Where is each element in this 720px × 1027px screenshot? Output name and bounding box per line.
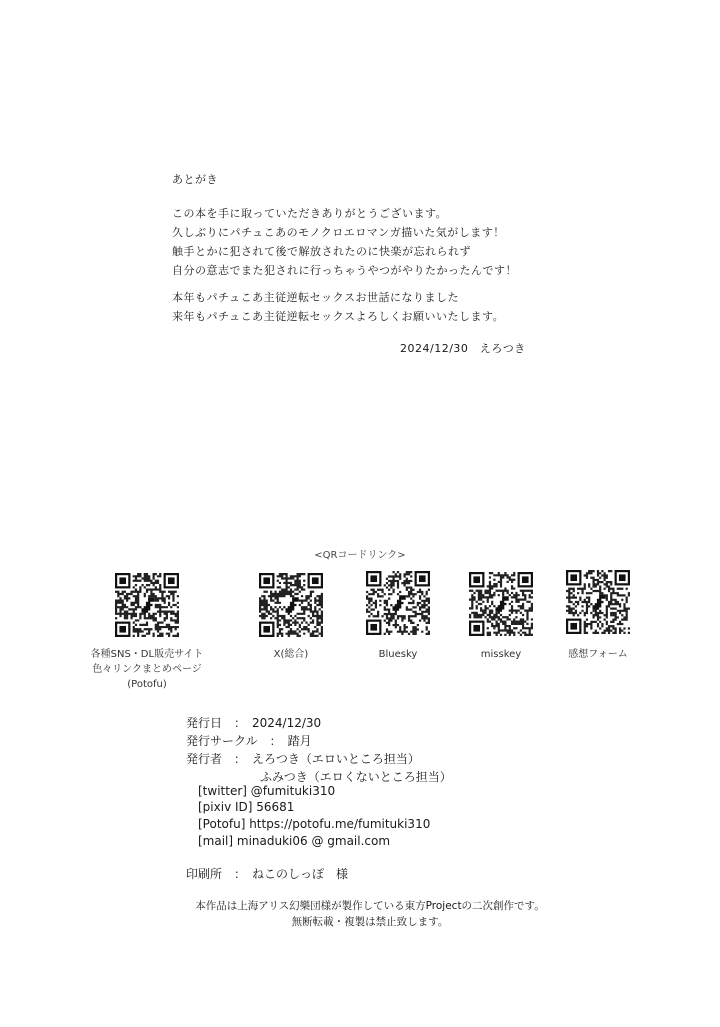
- potofu-link[interactable]: [Potofu] https://potofu.me/fumituki310: [198, 817, 431, 831]
- issue-date: 発行日 ： 2024/12/30: [186, 716, 322, 730]
- qr-label-feedback-form: [533, 647, 663, 662]
- publisher-2: ふみつき（エロくないところ担当）: [260, 770, 452, 784]
- afterword-line: 触手とかに犯されて後で解放されたのに快楽が忘れられず: [172, 245, 471, 258]
- qr-finder-center: [312, 577, 319, 584]
- circle-name: 発行サークル ： 踏月: [186, 734, 312, 748]
- qr-pattern: [115, 573, 179, 637]
- qr-finder-center: [473, 625, 480, 632]
- afterword-line: 来年もパチュこあ主従逆転セックスよろしくお願いいたします。: [172, 310, 505, 323]
- qr-label-line: 感想フォーム: [568, 649, 628, 660]
- afterword-line: この本を手に取っていただきありがとうございます。: [172, 207, 448, 220]
- qr-finder-center: [263, 626, 270, 633]
- qr-label-potofu: [82, 647, 212, 692]
- qr-finder-center: [473, 576, 480, 583]
- qr-label-line: 色々リンクまとめページ: [92, 664, 202, 675]
- qr-finder-center: [619, 574, 626, 581]
- printer: 印刷所 ： ねこのしっぽ 様: [186, 867, 349, 881]
- qr-pattern: [469, 572, 533, 636]
- qr-finder-center: [370, 624, 377, 631]
- qr-code-bluesky[interactable]: [366, 571, 430, 635]
- qr-code-feedback-form[interactable]: [566, 570, 630, 634]
- afterword-line: 久しぶりにパチュこあのモノクロエロマンガ描いた気がします！: [172, 226, 505, 239]
- qr-section-title: <QRコードリンク>: [314, 550, 406, 561]
- qr-label-line: (Potofu): [127, 679, 167, 690]
- qr-code-potofu[interactable]: [115, 573, 179, 637]
- dinosaur-icon: [590, 594, 605, 612]
- qr-finder-center: [570, 623, 577, 630]
- qr-pattern: [566, 570, 630, 634]
- pixiv-id: [pixiv ID] 56681: [198, 800, 295, 814]
- twitter-link[interactable]: [twitter] @fumituki310: [198, 784, 336, 798]
- afterword-line: 自分の意志でまた犯されに行っちゃうやつがやりたかったんです！: [172, 264, 517, 277]
- publisher-1: 発行者 ： えろつき（エロいところ担当）: [186, 752, 420, 766]
- qr-finder-center: [570, 574, 577, 581]
- qr-pattern: [366, 571, 430, 635]
- dinosaur-icon: [139, 597, 154, 615]
- qr-finder-center: [522, 576, 529, 583]
- qr-finder-center: [370, 575, 377, 582]
- qr-finder-center: [119, 626, 126, 633]
- dinosaur-icon: [390, 595, 405, 613]
- dinosaur-icon: [283, 597, 298, 615]
- qr-label-line: 各種SNS・DL販売サイト: [90, 649, 204, 660]
- copyright-notice: 本作品は上海アリス幻樂団様が製作している東方Projectの二次創作です。: [195, 900, 545, 912]
- afterword-line: 本年もパチュこあ主従逆転セックスお世話になりました: [172, 291, 460, 304]
- dinosaur-icon: [493, 596, 508, 614]
- qr-code-x[interactable]: [259, 573, 323, 637]
- mail-address[interactable]: [mail] minaduki06 @ gmail.com: [198, 834, 391, 848]
- afterword-title: あとがき: [172, 173, 218, 186]
- qr-label-line: misskey: [480, 649, 522, 660]
- qr-finder-center: [263, 577, 270, 584]
- qr-pattern: [259, 573, 323, 637]
- qr-finder-center: [119, 577, 126, 584]
- qr-label-line: X(総合): [273, 649, 309, 660]
- qr-finder-center: [168, 577, 175, 584]
- reprint-notice: 無断転載・複製は禁止致します。: [291, 916, 449, 928]
- qr-code-misskey[interactable]: [469, 572, 533, 636]
- afterword-signature: 2024/12/30 えろつき: [400, 342, 526, 355]
- qr-finder-center: [419, 575, 426, 582]
- qr-label-line: Bluesky: [378, 649, 418, 660]
